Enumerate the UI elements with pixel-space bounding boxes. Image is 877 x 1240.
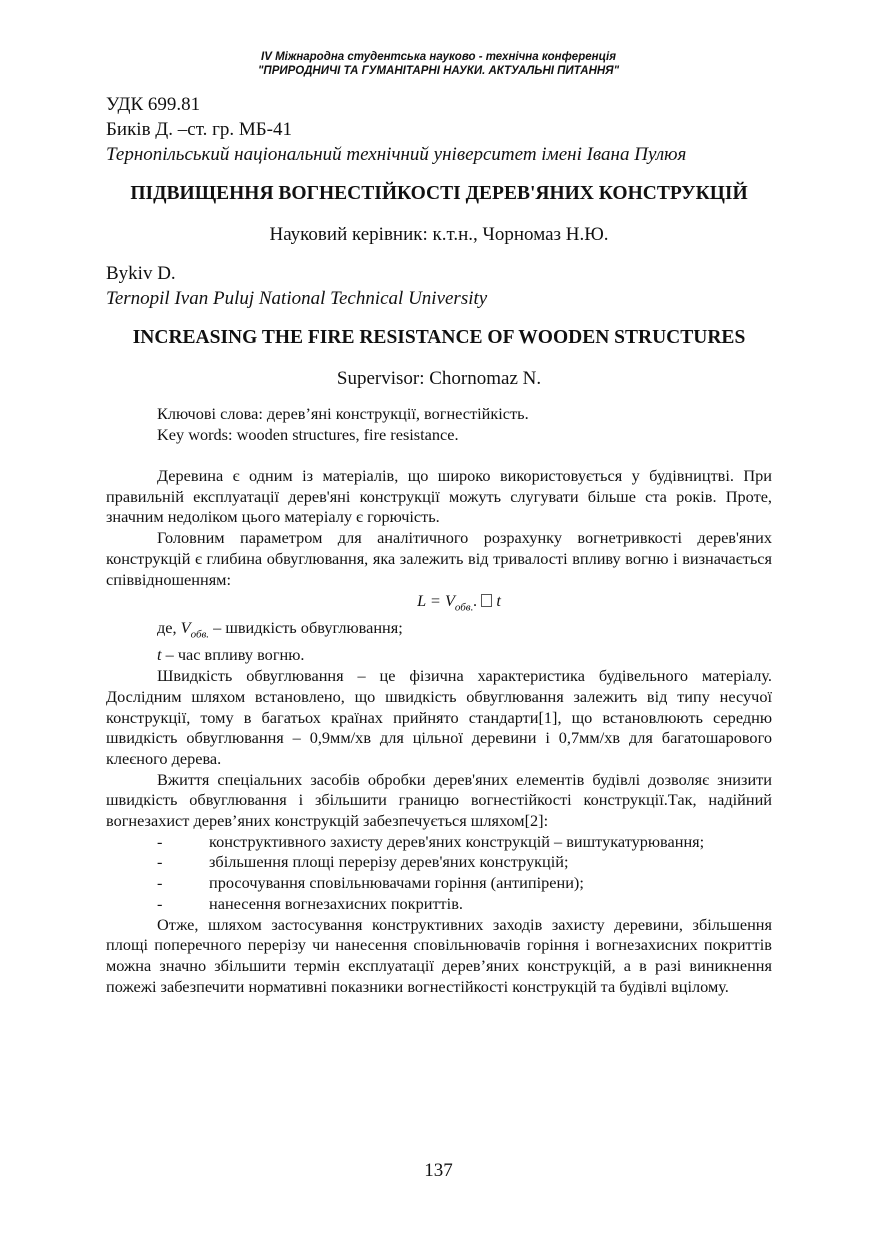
paragraph-conclusion: Отже, шляхом застосування конструктивних заходів захисту деревини, збільшення площі поперечного перерізу чи нанесення сповільнювачів горіння і вогнезахисних покриттів можна значно збільшити термін експлуатації дерев’яних конструкцій, а в разі виникнення пожежі забезпечити нормативні показники вогнестійкості конструкцій та будівлі вцілому. (106, 914, 772, 996)
udk-code: УДК 699.81 (106, 94, 201, 115)
title-en: INCREASING THE FIRE RESISTANCE OF WOODEN STRUCTURES (132, 327, 746, 348)
list-dash: - (157, 852, 163, 872)
where-v-subscript: обв. (190, 628, 210, 641)
title-ua: ПІДВИЩЕННЯ ВОГНЕСТІЙКОСТІ ДЕРЕВ'ЯНИХ КОНСТРУКЦІЙ (130, 183, 748, 204)
protection-methods-list (106, 832, 772, 915)
paragraph-charring-rate: Швидкість обвуглювання – це фізична характеристика будівельного матеріалу. Дослідним шляхом встановлено, що швидкість обвуглювання залежить від типу несучої конструкції, тому в багатьох країнах прийнято стандарти[1], що встановлюють середню швидкість обвуглювання – 0,9мм/хв для цільної деревини і 0,7мм/хв для багатошарового клеєного дерева. (106, 666, 772, 768)
keywords-ua: Ключові слова: дерев’яні конструкції, вогнестійкість. (157, 404, 529, 423)
formula-subscript: обв. (454, 601, 474, 614)
list-dash: - (157, 873, 163, 893)
where-v (106, 618, 772, 645)
author-ua: Биків Д. –ст. гр. МБ-41 (106, 119, 293, 140)
where-prefix: де, (157, 618, 181, 638)
paper-body (106, 92, 772, 997)
paragraph-parameter: Головним параметром для аналітичного розрахунку вогнетривкості дерев'яних конструкцій є глибина обвуглювання, яка залежить від тривалості впливу вогню і визначається співвідношенням: (106, 528, 772, 589)
multiplication-symbol-icon (481, 594, 492, 607)
list-item-text: конструктивного захисту дерев'яних конструкцій – виштукатурювання; (209, 831, 705, 851)
where-t (106, 645, 772, 666)
conference-header-line1: IV Міжнародна студентська науково - технічна конференція (261, 51, 616, 63)
where-v-symbol: V (180, 618, 191, 638)
formula-lhs: L = V (417, 591, 455, 611)
list-item-text: нанесення вогнезахисних покриттів. (209, 893, 463, 913)
conference-header-line2: "ПРИРОДНИЧІ ТА ГУМАНІТАРНІ НАУКИ. АКТУАЛЬНІ ПИТАННЯ" (257, 65, 620, 77)
paragraph-treatment: Вжиття спеціальних засобів обробки дерев'яних елементів будівлі дозволяє знизити швидкість обвуглювання і збільшити границю вогнестійкості конструкції.Так, надійний вогнезахист дерев’яних конструкцій забезпечується шляхом[2]: (106, 769, 772, 831)
formula-rhs: t (496, 591, 501, 611)
affiliation-ua: Тернопільський національний технічний університет імені Івана Пулюя (106, 144, 687, 165)
supervisor-ua: Науковий керівник: к.т.н., Чорномаз Н.Ю. (269, 224, 609, 245)
list-item-text: просочування сповільнювачами горіння (антипірени); (209, 873, 584, 893)
list-item-text: збільшення площі перерізу дерев'яних конструкцій; (209, 852, 569, 872)
formula-dot: . (473, 591, 478, 611)
list-dash: - (157, 893, 163, 913)
list-dash: - (157, 831, 163, 851)
where-t-text: – час впливу вогню. (161, 645, 305, 665)
supervisor-en: Supervisor: Chornomaz N. (336, 368, 542, 389)
author-en: Bykiv D. (106, 263, 176, 284)
affiliation-en: Ternopil Ivan Puluj National Technical University (106, 288, 488, 309)
where-t-symbol: t (157, 645, 162, 665)
list-item (106, 894, 772, 915)
formula (106, 590, 772, 618)
list-item (106, 832, 772, 853)
paragraph-intro: Деревина є одним із матеріалів, що широко використовується у будівництві. При правильній експлуатації дерев'яні конструкції можуть слугувати більше ста років. Проте, значним недоліком цього матеріалу є горючість. (106, 466, 772, 527)
where-v-text: – швидкість обвуглювання; (209, 618, 403, 638)
list-item (106, 852, 772, 873)
keywords-en: Key words: wooden structures, fire resistance. (157, 425, 459, 444)
list-item (106, 873, 772, 894)
conference-header (0, 50, 877, 78)
page-number: 137 (424, 1160, 453, 1181)
